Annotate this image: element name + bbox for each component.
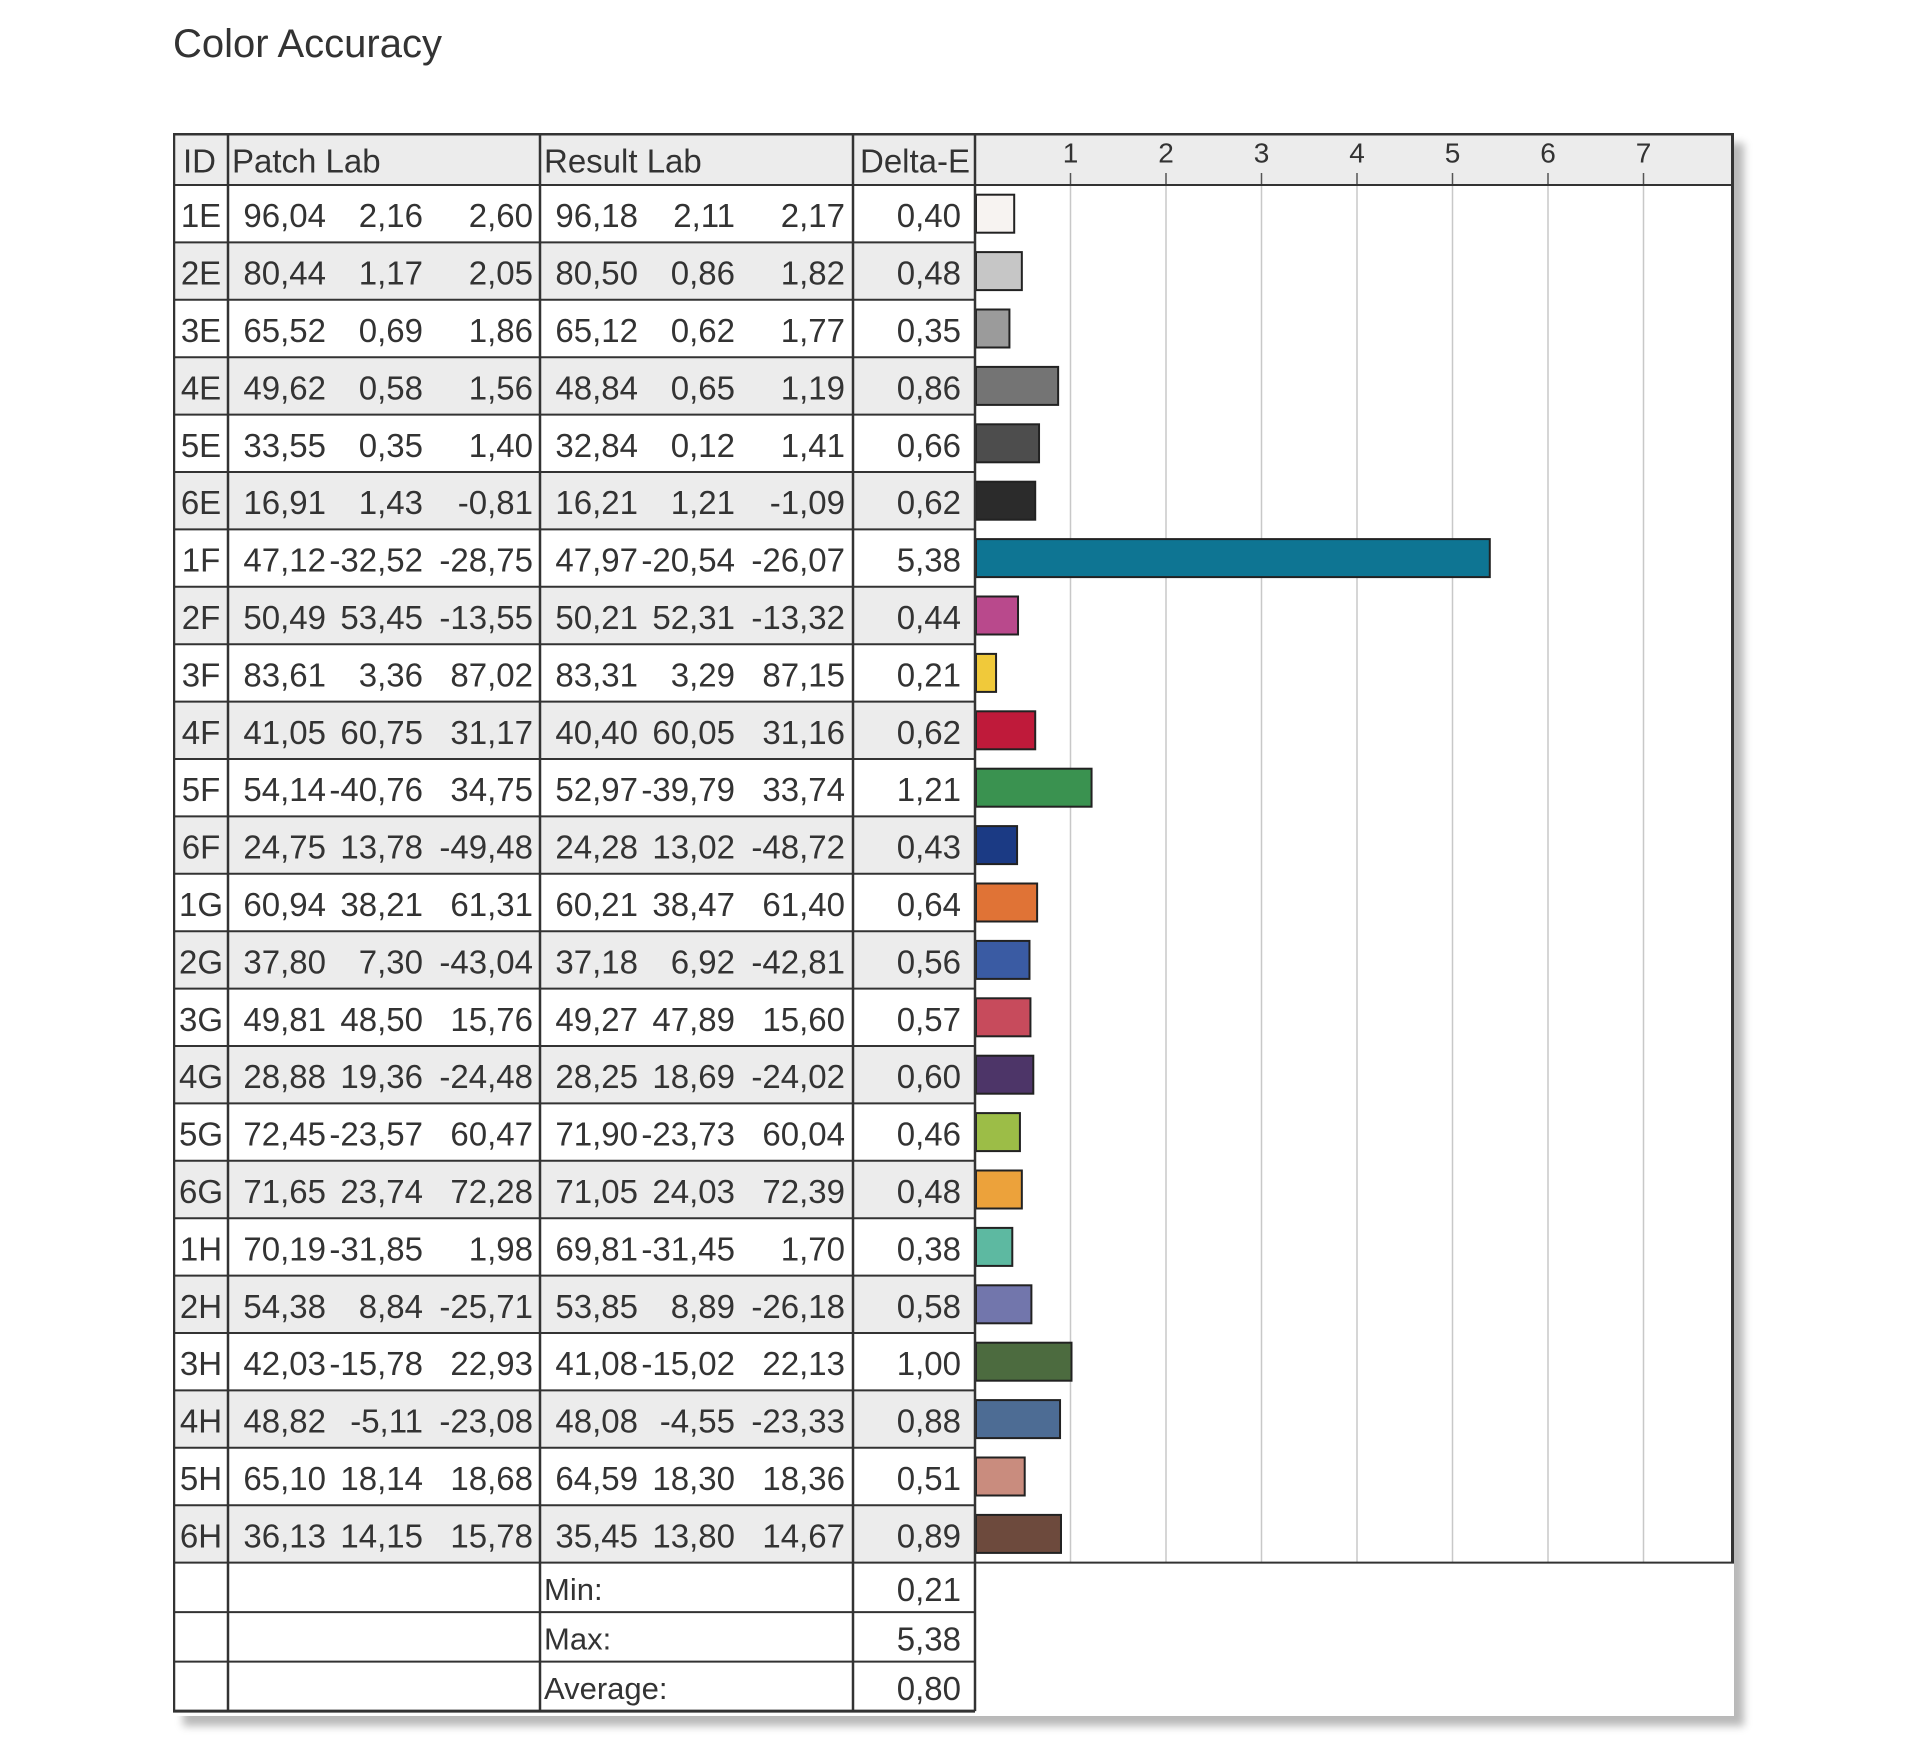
result-lab-value: 0,62 — [670, 312, 735, 349]
row-id: 2G — [178, 943, 224, 981]
result-lab-value: 33,74 — [762, 771, 845, 809]
patch-lab-value: 65,52 — [243, 312, 326, 349]
result-lab-value: 1,82 — [780, 254, 845, 292]
patch-lab-value: 72,45 — [243, 1115, 326, 1153]
delta-e-bar — [976, 482, 1035, 520]
patch-lab-value: -31,85 — [329, 1230, 423, 1268]
patch-lab-value: 0,69 — [358, 312, 423, 349]
patch-lab-value: 60,75 — [340, 713, 423, 751]
delta-e-value: 0,43 — [896, 828, 961, 866]
result-lab-value: 16,21 — [555, 484, 638, 522]
patch-lab-value: 70,19 — [243, 1230, 326, 1268]
patch-lab-value: 47,12 — [243, 541, 326, 579]
patch-lab-value: 1,40 — [468, 426, 533, 464]
patch-lab-value: 15,76 — [450, 1000, 533, 1038]
delta-e-value: 1,00 — [896, 1345, 961, 1383]
delta-e-value: 0,48 — [896, 254, 961, 292]
patch-lab-value: 54,14 — [243, 771, 326, 809]
result-lab-value: 35,45 — [555, 1517, 638, 1555]
delta-e-bar — [976, 1458, 1025, 1496]
result-lab-value: 0,12 — [670, 426, 735, 464]
delta-e-bar — [976, 941, 1029, 979]
patch-lab-value: 50,49 — [243, 599, 326, 636]
delta-e-value: 0,88 — [896, 1402, 961, 1440]
delta-e-bar — [976, 1400, 1060, 1438]
result-lab-value: 1,19 — [780, 369, 845, 407]
x-tick-label: 3 — [1253, 137, 1270, 169]
patch-lab-value: 65,10 — [243, 1460, 326, 1497]
patch-lab-value: -28,75 — [439, 541, 533, 579]
delta-e-value: 5,38 — [896, 541, 961, 579]
patch-lab-value: 2,60 — [468, 197, 533, 235]
delta-e-value: 0,40 — [896, 197, 961, 235]
result-lab-value: 65,12 — [555, 312, 638, 349]
delta-e-bar — [976, 1343, 1072, 1381]
row-id: 4E — [180, 369, 222, 407]
delta-e-value: 0,21 — [896, 656, 961, 694]
delta-e-bar — [976, 597, 1018, 635]
result-lab-value: 48,08 — [555, 1402, 638, 1440]
patch-lab-value: 61,31 — [450, 886, 533, 923]
x-tick-label: 4 — [1349, 137, 1365, 169]
patch-lab-value: 2,16 — [358, 197, 423, 235]
result-lab-value: 8,89 — [670, 1287, 735, 1325]
patch-lab-value: 15,78 — [450, 1517, 533, 1555]
patch-lab-value: 60,47 — [450, 1115, 533, 1153]
result-lab-value: 48,84 — [555, 369, 638, 407]
delta-e-value: 0,86 — [896, 369, 961, 407]
row-id: 6F — [181, 828, 221, 866]
patch-lab-value: 48,50 — [340, 1000, 423, 1038]
result-lab-value: 71,05 — [555, 1173, 638, 1210]
patch-lab-value: 24,75 — [243, 828, 326, 866]
result-lab-value: -26,07 — [751, 541, 845, 579]
result-lab-value: 22,13 — [762, 1345, 845, 1383]
delta-e-value: 0,89 — [896, 1517, 961, 1555]
patch-lab-value: 1,17 — [358, 254, 423, 292]
result-lab-value: 2,17 — [780, 197, 845, 235]
patch-lab-value: 38,21 — [340, 886, 423, 923]
row-id: 4F — [181, 713, 221, 751]
result-lab-value: -13,32 — [751, 599, 845, 636]
delta-e-bar — [976, 654, 996, 692]
patch-lab-value: -5,11 — [350, 1402, 423, 1440]
result-lab-value: 2,11 — [673, 197, 735, 235]
result-lab-value: 71,90 — [555, 1115, 638, 1153]
row-id: 2F — [181, 599, 221, 636]
x-tick-label: 7 — [1635, 137, 1652, 169]
delta-e-bar — [976, 424, 1039, 462]
patch-lab-value: 3,36 — [358, 656, 423, 694]
result-lab-value: 31,16 — [762, 713, 845, 751]
row-id: 1H — [179, 1230, 223, 1268]
result-lab-value: 52,31 — [652, 599, 735, 636]
patch-lab-value: 1,43 — [358, 484, 423, 522]
delta-e-bar — [976, 539, 1490, 577]
patch-lab-value: -25,71 — [439, 1287, 533, 1325]
result-lab-value: 0,65 — [670, 369, 735, 407]
result-lab-value: 0,86 — [670, 254, 735, 292]
result-lab-value: 60,04 — [762, 1115, 845, 1153]
patch-lab-value: -24,48 — [439, 1058, 533, 1096]
row-id: 1E — [180, 197, 222, 235]
page-title: Color Accuracy — [173, 22, 442, 66]
header-result-lab: Result Lab — [544, 142, 702, 180]
row-id: 5H — [179, 1460, 223, 1497]
patch-lab-value: 41,05 — [243, 713, 326, 751]
patch-lab-value: 14,15 — [340, 1517, 423, 1555]
row-id: 5F — [181, 771, 221, 809]
patch-lab-value: 31,17 — [450, 713, 533, 751]
patch-lab-value: -43,04 — [439, 943, 533, 981]
delta-e-value: 0,38 — [896, 1230, 961, 1268]
result-lab-value: 72,39 — [762, 1173, 845, 1210]
result-lab-value: 53,85 — [555, 1287, 638, 1325]
patch-lab-value: 18,68 — [450, 1460, 533, 1497]
row-id: 5E — [180, 426, 222, 464]
result-lab-value: 6,92 — [670, 943, 735, 981]
delta-e-value: 0,56 — [896, 943, 961, 981]
delta-e-bar — [976, 367, 1058, 405]
result-lab-value: 18,36 — [762, 1460, 845, 1497]
summary-value: 0,21 — [896, 1570, 961, 1608]
result-lab-value: 13,80 — [652, 1517, 735, 1555]
x-tick-label: 5 — [1444, 137, 1461, 169]
row-id: 3E — [180, 312, 222, 349]
patch-lab-value: 13,78 — [340, 828, 423, 866]
patch-lab-value: 1,86 — [468, 312, 533, 349]
result-lab-value: 15,60 — [762, 1000, 845, 1038]
result-lab-value: 37,18 — [555, 943, 638, 981]
result-lab-value: 87,15 — [762, 656, 845, 694]
result-lab-value: -42,81 — [751, 943, 845, 981]
summary-label: Min: — [544, 1571, 603, 1607]
result-lab-value: 52,97 — [555, 771, 638, 809]
patch-lab-value: 7,30 — [358, 943, 423, 981]
delta-e-bar — [976, 1515, 1061, 1553]
row-id: 4G — [178, 1058, 224, 1096]
delta-e-value: 1,21 — [896, 771, 961, 809]
delta-e-bar — [976, 884, 1037, 922]
patch-lab-value: 83,61 — [243, 656, 326, 694]
delta-e-bar — [976, 1285, 1031, 1323]
delta-e-bar — [976, 1171, 1022, 1209]
result-lab-value: -15,02 — [641, 1345, 735, 1383]
delta-e-value: 0,44 — [896, 599, 961, 636]
patch-lab-value: -40,76 — [329, 771, 423, 809]
patch-lab-value: 48,82 — [243, 1402, 326, 1440]
delta-e-value: 0,64 — [896, 886, 961, 923]
row-id: 2E — [180, 254, 222, 292]
result-lab-value: 24,28 — [555, 828, 638, 866]
result-lab-value: 14,67 — [762, 1517, 845, 1555]
delta-e-bar — [976, 252, 1022, 290]
color-accuracy-table-chart — [173, 133, 1734, 1716]
x-tick-label: 2 — [1158, 137, 1174, 169]
result-lab-value: -1,09 — [769, 484, 845, 522]
delta-e-bar — [976, 1113, 1020, 1151]
patch-lab-value: 37,80 — [243, 943, 326, 981]
summary-value: 0,80 — [896, 1669, 961, 1707]
result-lab-value: 96,18 — [555, 197, 638, 235]
patch-lab-value: 49,62 — [243, 369, 326, 407]
x-tick-label: 6 — [1540, 137, 1556, 169]
result-lab-value: 64,59 — [555, 1460, 638, 1497]
result-lab-value: 60,21 — [555, 886, 638, 923]
patch-lab-value: -13,55 — [439, 599, 533, 636]
result-lab-value: -48,72 — [751, 828, 845, 866]
patch-lab-value: -15,78 — [329, 1345, 423, 1383]
summary-label: Average: — [544, 1670, 668, 1706]
result-lab-value: 1,70 — [780, 1230, 845, 1268]
patch-lab-value: -0,81 — [457, 484, 533, 522]
row-id: 3G — [178, 1000, 224, 1038]
result-lab-value: 1,21 — [670, 484, 735, 522]
delta-e-bar — [976, 195, 1014, 233]
result-lab-value: 83,31 — [555, 656, 638, 694]
patch-lab-value: 1,56 — [468, 369, 533, 407]
delta-e-value: 0,46 — [896, 1115, 961, 1153]
summary-label: Max: — [544, 1621, 612, 1657]
result-lab-value: 61,40 — [762, 886, 845, 923]
patch-lab-value: -23,57 — [329, 1115, 423, 1153]
result-lab-value: 50,21 — [555, 599, 638, 636]
delta-e-value: 0,51 — [896, 1460, 961, 1497]
patch-lab-value: 71,65 — [243, 1173, 326, 1210]
delta-e-bar — [976, 1228, 1012, 1266]
result-lab-value: 32,84 — [555, 426, 638, 464]
delta-e-bar — [976, 1056, 1033, 1094]
patch-lab-value: 54,38 — [243, 1287, 326, 1325]
row-id: 6G — [178, 1173, 224, 1210]
result-lab-value: 18,69 — [652, 1058, 735, 1096]
result-lab-value: -4,55 — [659, 1402, 735, 1440]
patch-lab-value: 28,88 — [243, 1058, 326, 1096]
patch-lab-value: 42,03 — [243, 1345, 326, 1383]
result-lab-value: -23,33 — [751, 1402, 845, 1440]
delta-e-bar — [976, 998, 1030, 1036]
patch-lab-value: 19,36 — [340, 1058, 423, 1096]
patch-lab-value: 53,45 — [340, 599, 423, 636]
header-id: ID — [183, 142, 216, 180]
header-delta-e: Delta-E — [860, 142, 971, 180]
result-lab-value: 41,08 — [555, 1345, 638, 1383]
result-lab-value: 47,89 — [652, 1000, 735, 1038]
header-patch-lab: Patch Lab — [232, 142, 381, 180]
summary-value: 5,38 — [896, 1620, 961, 1658]
patch-lab-value: 16,91 — [243, 484, 326, 522]
row-id: 5G — [178, 1115, 224, 1153]
color-accuracy-report — [173, 133, 1734, 1716]
delta-e-value: 0,62 — [896, 713, 961, 751]
row-id: 4H — [179, 1402, 223, 1440]
delta-e-value: 0,57 — [896, 1000, 961, 1038]
result-lab-value: 60,05 — [652, 713, 735, 751]
result-lab-value: 80,50 — [555, 254, 638, 292]
result-lab-value: 24,03 — [652, 1173, 735, 1210]
result-lab-value: 49,27 — [555, 1000, 638, 1038]
result-lab-value: 3,29 — [670, 656, 735, 694]
patch-lab-value: 96,04 — [243, 197, 326, 235]
patch-lab-value: 22,93 — [450, 1345, 533, 1383]
row-id: 1F — [181, 541, 221, 579]
delta-e-value: 0,66 — [896, 426, 961, 464]
delta-e-value: 0,35 — [896, 312, 961, 349]
delta-e-bar — [976, 769, 1092, 807]
patch-lab-value: 0,35 — [358, 426, 423, 464]
row-id: 1G — [178, 886, 224, 923]
patch-lab-value: 23,74 — [340, 1173, 423, 1210]
patch-lab-value: -32,52 — [329, 541, 423, 579]
patch-lab-value: 87,02 — [450, 656, 533, 694]
patch-lab-value: 36,13 — [243, 1517, 326, 1555]
patch-lab-value: 60,94 — [243, 886, 326, 923]
result-lab-value: 1,77 — [780, 312, 845, 349]
delta-e-bar — [976, 826, 1017, 864]
row-id: 3F — [181, 656, 221, 694]
result-lab-value: 47,97 — [555, 541, 638, 579]
row-id: 6H — [179, 1517, 223, 1555]
row-id: 6E — [180, 484, 222, 522]
patch-lab-value: 2,05 — [468, 254, 533, 292]
result-lab-value: -24,02 — [751, 1058, 845, 1096]
result-lab-value: 13,02 — [652, 828, 735, 866]
delta-e-value: 0,62 — [896, 484, 961, 522]
result-lab-value: 40,40 — [555, 713, 638, 751]
result-lab-value: 28,25 — [555, 1058, 638, 1096]
delta-e-value: 0,48 — [896, 1173, 961, 1210]
patch-lab-value: 80,44 — [243, 254, 326, 292]
row-id: 3H — [179, 1345, 223, 1383]
chart-plot-area — [975, 185, 1734, 1563]
patch-lab-value: 1,98 — [468, 1230, 533, 1268]
patch-lab-value: -49,48 — [439, 828, 533, 866]
delta-e-bar — [976, 711, 1035, 749]
patch-lab-value: 0,58 — [358, 369, 423, 407]
result-lab-value: -20,54 — [641, 541, 735, 579]
result-lab-value: 38,47 — [652, 886, 735, 923]
delta-e-bar — [976, 310, 1009, 348]
x-tick-label: 1 — [1062, 137, 1079, 169]
result-lab-value: -39,79 — [641, 771, 735, 809]
result-lab-value: 69,81 — [555, 1230, 638, 1268]
patch-lab-value: 72,28 — [450, 1173, 533, 1210]
delta-e-value: 0,58 — [896, 1287, 961, 1325]
patch-lab-value: 33,55 — [243, 426, 326, 464]
result-lab-value: -26,18 — [751, 1287, 845, 1325]
delta-e-value: 0,60 — [896, 1058, 961, 1096]
result-lab-value: -23,73 — [641, 1115, 735, 1153]
patch-lab-value: 8,84 — [358, 1287, 423, 1325]
patch-lab-value: 18,14 — [340, 1460, 423, 1497]
result-lab-value: 1,41 — [780, 426, 845, 464]
patch-lab-value: 49,81 — [243, 1000, 326, 1038]
result-lab-value: 18,30 — [652, 1460, 735, 1497]
result-lab-value: -31,45 — [641, 1230, 735, 1268]
patch-lab-value: -23,08 — [439, 1402, 533, 1440]
row-id: 2H — [179, 1287, 223, 1325]
patch-lab-value: 34,75 — [450, 771, 533, 809]
